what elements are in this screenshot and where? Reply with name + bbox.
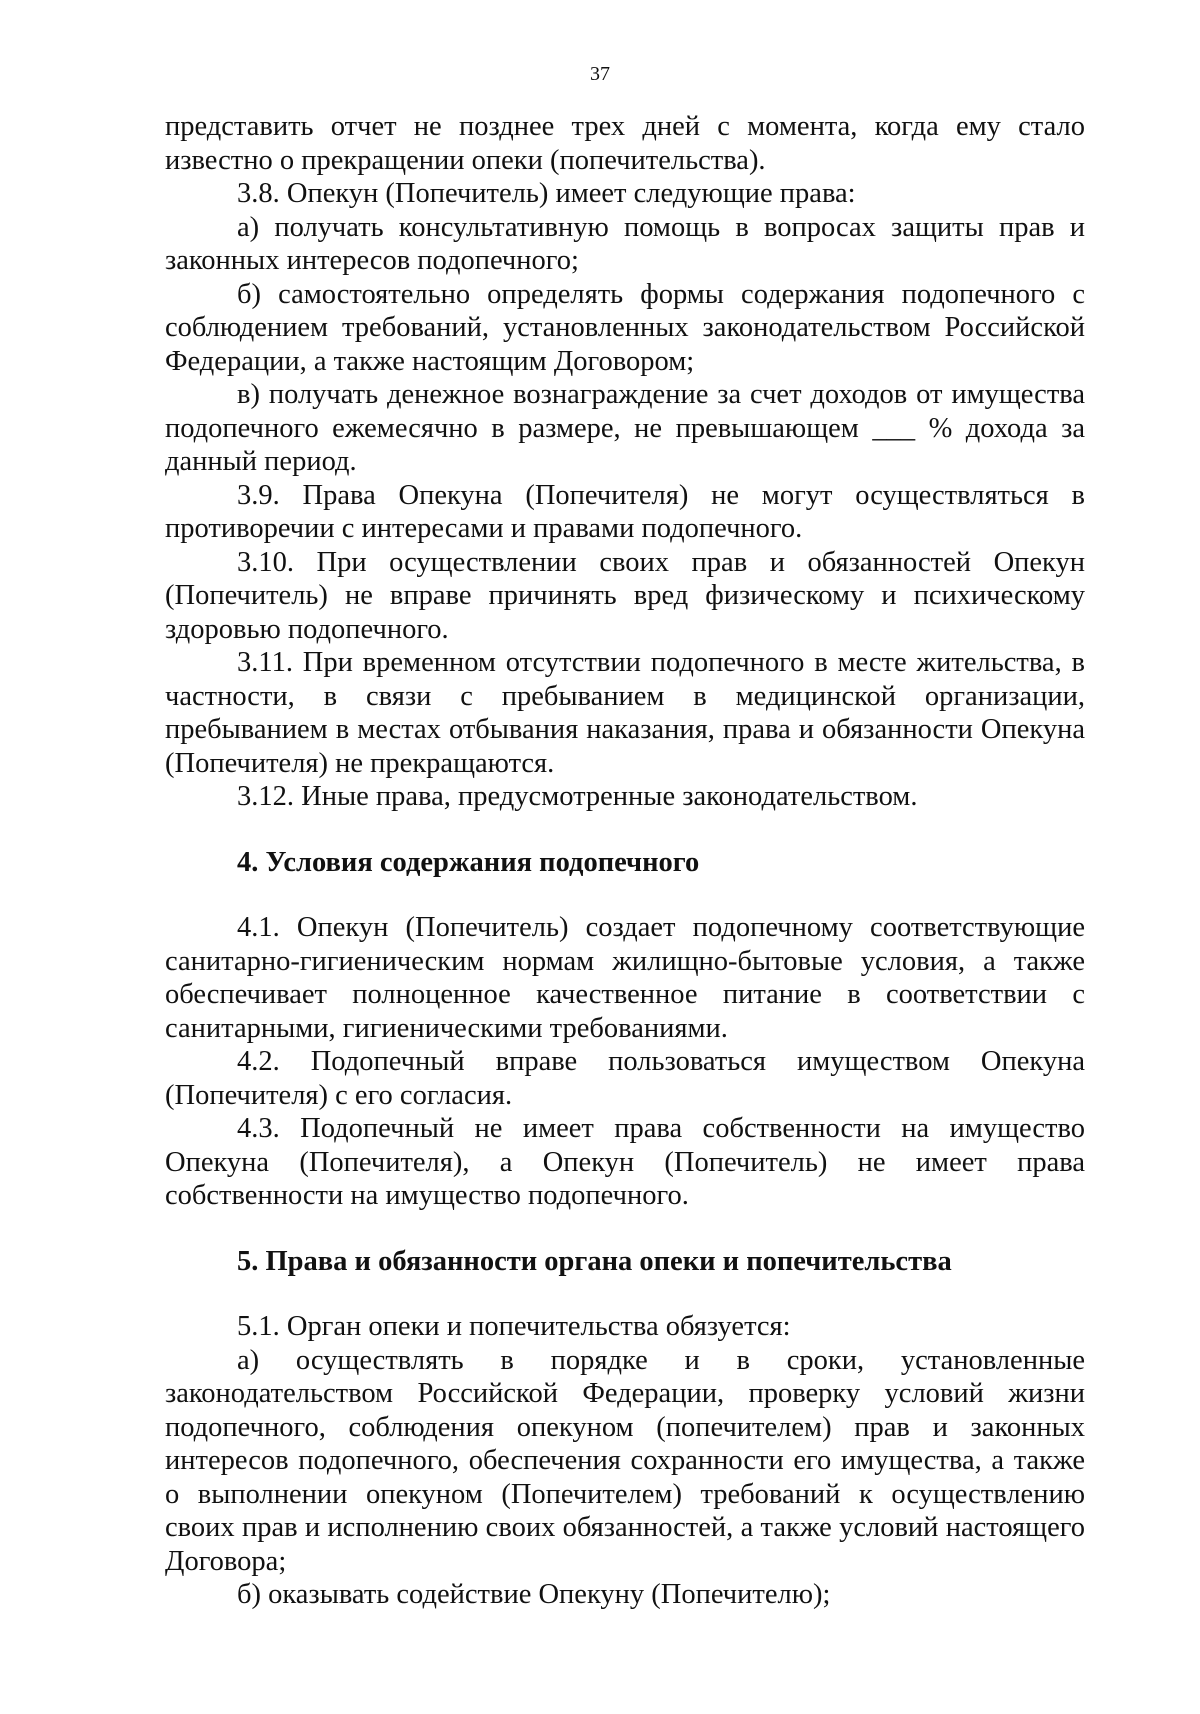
paragraph-4-3: 4.3. Подопечный не имеет права собственности на имущество Опекуна (Попечителя), а Опекун (Попечитель) не имеет права собственности на имущество подопечного. bbox=[165, 1113, 1085, 1211]
paragraph-3-8-a: а) получать консультативную помощь в вопросах защиты прав и законных интересов подопечного; bbox=[165, 211, 1085, 276]
paragraph-3-8: 3.8. Опекун (Попечитель) имеет следующие права: bbox=[237, 178, 856, 209]
paragraph-continuation: представить отчет не позднее трех дней с момента, когда ему стало известно о прекращении опеки (попечительства). bbox=[165, 111, 1085, 176]
paragraph-3-9: 3.9. Права Опекуна (Попечителя) не могут осуществляться в противоречии с интересами и правами подопечного. bbox=[165, 479, 1085, 544]
paragraph-5-1-a: а) осуществлять в порядке и в сроки, установленные законодательством Российской Федерации, проверку условий жизни подопечного, соблюдения опекуном (попечителем) прав и законных интересов подопечного, обеспечения сохранности его имущества, а также о выполнении опекуном (Попечителем) требований к осуществлению своих прав и исполнению своих обязанностей, а также условий настоящего Договора; bbox=[165, 1344, 1085, 1577]
paragraph-5-1: 5.1. Орган опеки и попечительства обязуется: bbox=[237, 1311, 791, 1342]
paragraph-3-12: 3.12. Иные права, предусмотренные законодательством. bbox=[237, 781, 918, 812]
paragraph-4-2: 4.2. Подопечный вправе пользоваться имуществом Опекуна (Попечителя) с его согласия. bbox=[165, 1046, 1085, 1111]
document-body bbox=[165, 110, 1085, 1612]
paragraph-3-11: 3.11. При временном отсутствии подопечного в месте жительства, в частности, в связи с пребыванием в медицинской организации, пребыванием в местах отбывания наказания, права и обязанности Опекуна (Попечителя) не прекращаются. bbox=[165, 647, 1085, 779]
page-number: 37 bbox=[590, 63, 610, 85]
paragraph-3-8-v: в) получать денежное вознаграждение за счет доходов от имущества подопечного ежемесячно в размере, не превышающем ___ % дохода за данный период. bbox=[165, 379, 1085, 477]
paragraph-3-8-b: б) самостоятельно определять формы содержания подопечного с соблюдением требований, установленных законодательством Российской Федерации, а также настоящим Договором; bbox=[165, 278, 1085, 377]
paragraph-5-1-b: б) оказывать содействие Опекуну (Попечителю); bbox=[237, 1579, 831, 1610]
section-4-heading: 4. Условия содержания подопечного bbox=[237, 846, 700, 878]
paragraph-3-10: 3.10. При осуществлении своих прав и обязанностей Опекун (Попечитель) не вправе причинять вред физическому и психическому здоровью подопечного. bbox=[165, 546, 1085, 645]
section-5-heading: 5. Права и обязанности органа опеки и попечительства bbox=[237, 1245, 952, 1277]
paragraph-4-1: 4.1. Опекун (Попечитель) создает подопечному соответствующие санитарно-гигиеническим нормам жилищно-бытовые условия, а также обеспечивает полноценное качественное питание в соответствии с санитарными, гигиеническими требованиями. bbox=[165, 912, 1085, 1044]
